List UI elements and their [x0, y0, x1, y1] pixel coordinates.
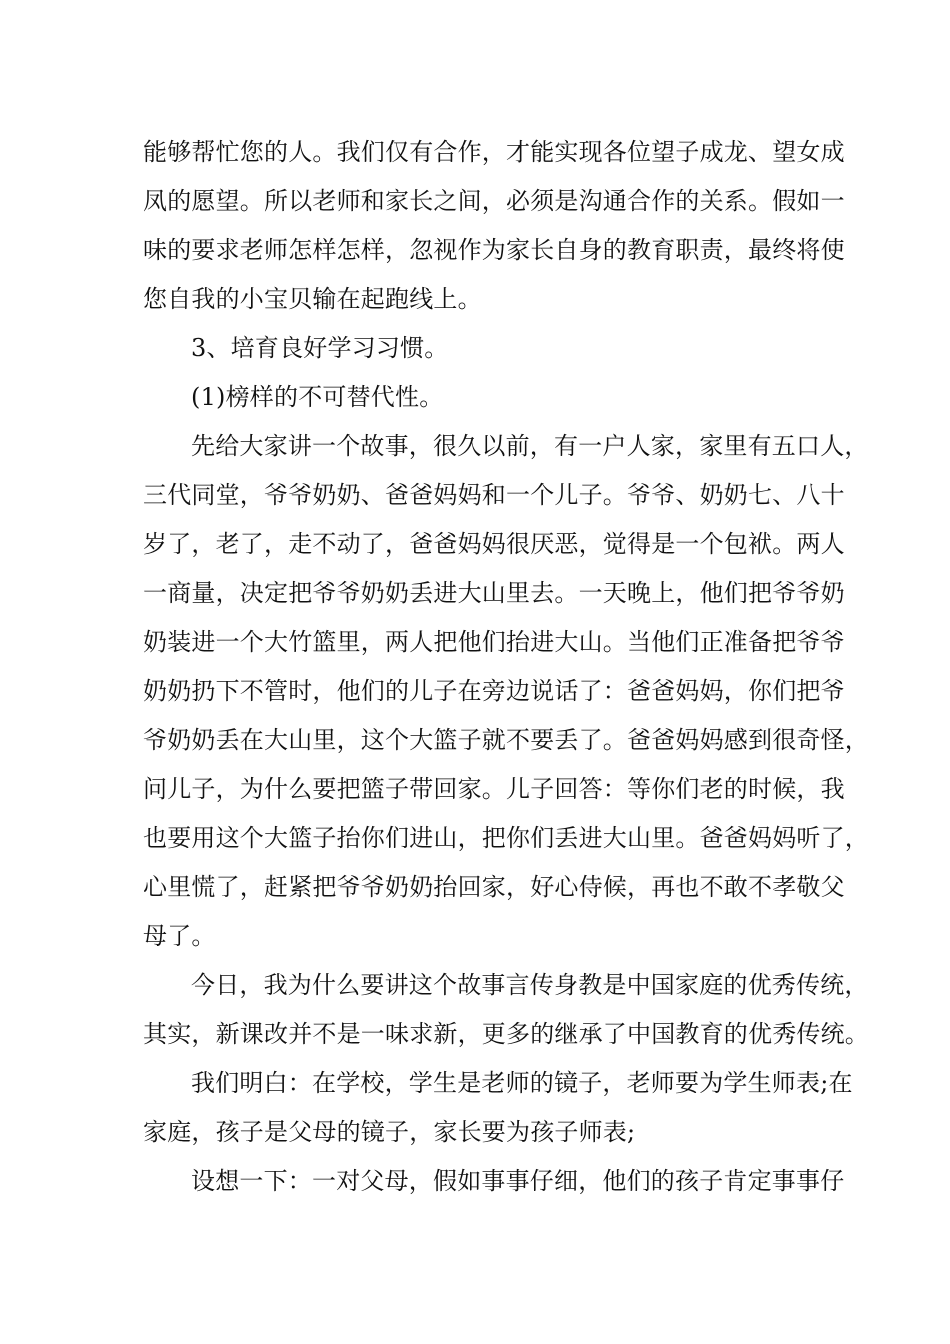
- text-line: 先给大家讲一个故事，很久以前，有一户人家，家里有五口人，: [191, 432, 869, 460]
- paragraph-tradition: [143, 961, 869, 1059]
- text-line: 凤的愿望。所以老师和家长之间，必须是沟通合作的关系。假如一: [143, 187, 845, 215]
- text-line: 母了。: [143, 922, 216, 950]
- subsection-heading: [143, 373, 823, 422]
- text-line: 奶奶扔下不管时，他们的儿子在旁边说话了：爸爸妈妈，你们把爷: [143, 677, 845, 705]
- text-line: 您自我的小宝贝输在起跑线上。: [143, 285, 482, 313]
- subheading-text: (1)榜样的不可替代性。: [191, 383, 444, 411]
- text-line: 味的要求老师怎样怎样，忽视作为家长自身的教育职责，最终将使: [143, 236, 845, 264]
- section-heading: [143, 324, 823, 373]
- text-line: 一商量，决定把爷爷奶奶丢进大山里去。一天晚上，他们把爷爷奶: [143, 579, 845, 607]
- text-line: 设想一下：一对父母，假如事事仔细，他们的孩子肯定事事仔: [191, 1167, 845, 1195]
- text-line: 其实，新课改并不是一味求新，更多的继承了中国教育的优秀传统。: [143, 1020, 869, 1048]
- text-line: 我们明白：在学校，学生是老师的镜子，老师要为学生师表;在: [191, 1069, 853, 1097]
- text-line: 心里慌了，赶紧把爷爷奶奶抬回家，好心侍候，再也不敢不孝敬父: [143, 873, 845, 901]
- text-line: 奶装进一个大竹篮里，两人把他们抬进大山。当他们正准备把爷爷: [143, 628, 845, 656]
- text-line: 家庭，孩子是父母的镜子，家长要为孩子师表;: [143, 1118, 636, 1146]
- paragraph-cooperation: [143, 128, 845, 324]
- paragraph-imagine: [143, 1157, 845, 1206]
- text-line: 能够帮忙您的人。我们仅有合作，才能实现各位望子成龙、望女成: [143, 138, 845, 166]
- text-line: 也要用这个大篮子抬你们进山，把你们丢进大山里。爸爸妈妈听了，: [143, 824, 869, 852]
- heading-text: 3、培育良好学习习惯。: [191, 334, 449, 362]
- paragraph-mirror: [143, 1059, 853, 1157]
- text-line: 今日，我为什么要讲这个故事言传身教是中国家庭的优秀传统，: [191, 971, 869, 999]
- text-line: 问儿子，为什么要把篮子带回家。儿子回答：等你们老的时候，我: [143, 775, 845, 803]
- document-body: [143, 128, 869, 1206]
- text-line: 三代同堂，爷爷奶奶、爸爸妈妈和一个儿子。爷爷、奶奶七、八十: [143, 481, 845, 509]
- paragraph-story: [143, 422, 869, 961]
- text-line: 爷奶奶丢在大山里，这个大篮子就不要丢了。爸爸妈妈感到很奇怪，: [143, 726, 869, 754]
- text-line: 岁了，老了，走不动了，爸爸妈妈很厌恶，觉得是一个包袱。两人: [143, 530, 845, 558]
